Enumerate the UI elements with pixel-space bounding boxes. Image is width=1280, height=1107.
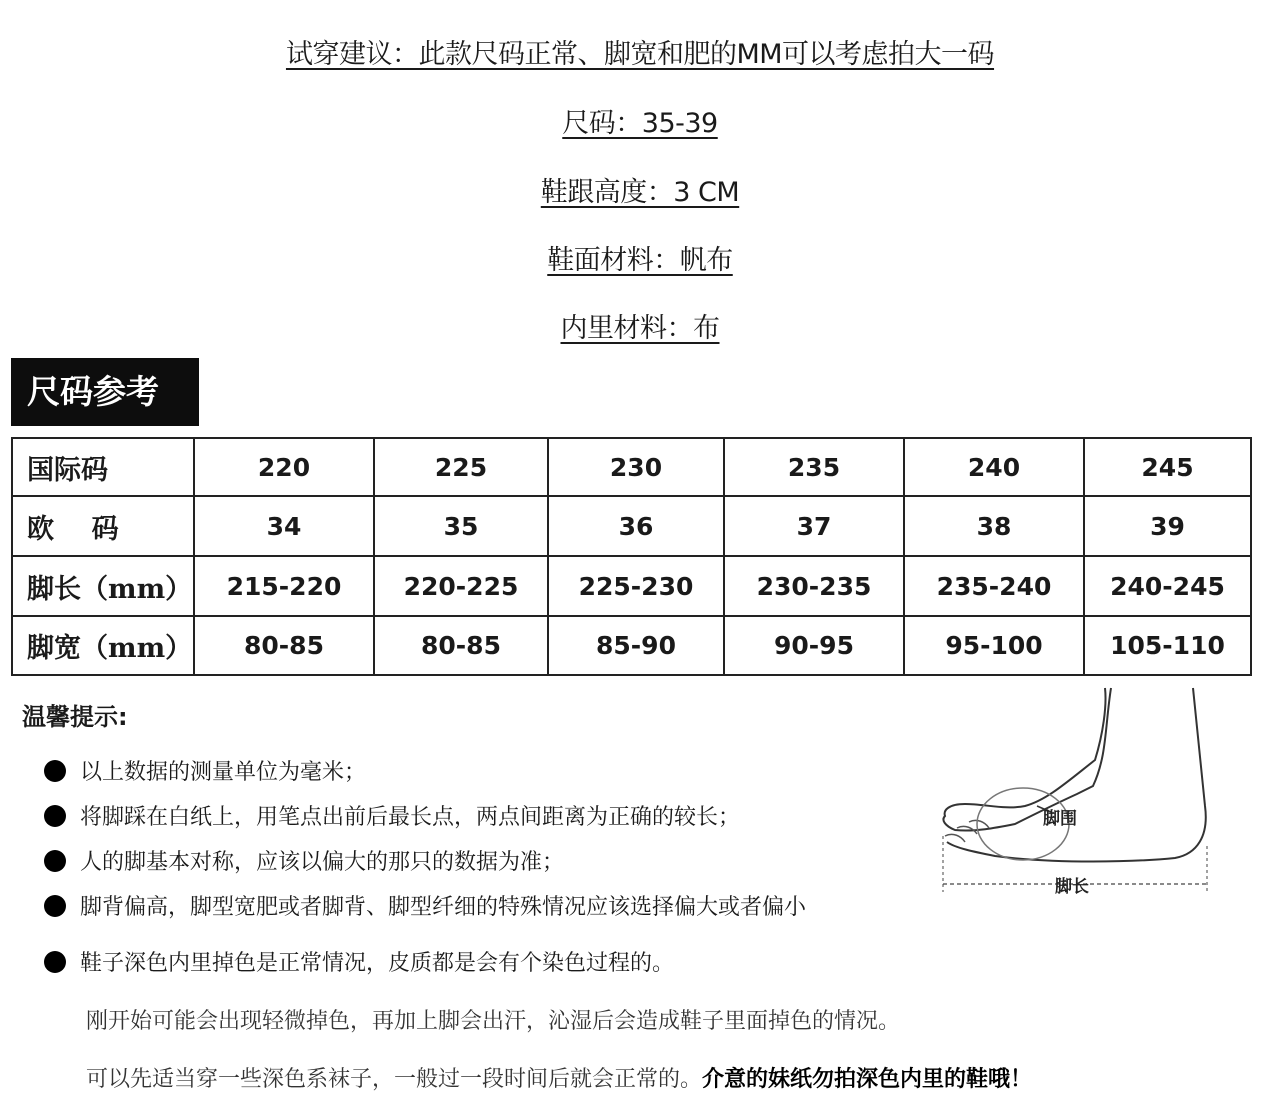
table-cell: 105-110: [1084, 616, 1251, 675]
bullet-icon: [44, 760, 66, 782]
table-cell: 245: [1084, 438, 1251, 496]
list-item: 鞋子深色内里掉色是正常情况，皮质都是会有个染色过程的。: [44, 946, 674, 977]
table-cell: 220: [194, 438, 374, 496]
table-cell: 230-235: [724, 556, 904, 616]
bullet-icon: [44, 895, 66, 917]
table-cell: 90-95: [724, 616, 904, 675]
table-cell: 36: [548, 496, 724, 556]
table-cell: 240-245: [1084, 556, 1251, 616]
bullet-icon: [44, 805, 66, 827]
size-table: [11, 437, 1252, 676]
table-cell: 37: [724, 496, 904, 556]
table-cell: 235: [724, 438, 904, 496]
row-header: 脚宽（mm）: [12, 616, 194, 675]
table-cell: 235-240: [904, 556, 1084, 616]
table-row: [12, 496, 1251, 556]
table-cell: 38: [904, 496, 1084, 556]
table-cell: 240: [904, 438, 1084, 496]
table-cell: 225: [374, 438, 548, 496]
list-item: 脚背偏高，脚型宽肥或者脚背、脚型纤细的特殊情况应该选择偏大或者偏小: [44, 890, 806, 921]
table-cell: 39: [1084, 496, 1251, 556]
fit-advice: 试穿建议：此款尺码正常、脚宽和肥的MM可以考虑拍大一码: [285, 39, 995, 70]
table-cell: 35: [374, 496, 548, 556]
heel-height: 鞋跟高度：3 CM: [540, 177, 740, 208]
table-cell: 95-100: [904, 616, 1084, 675]
note-paragraph: 可以先适当穿一些深色系袜子，一般过一段时间后就会正常的。介意的妹纸勿拍深色内里的鞋哦！: [86, 1067, 1033, 1092]
girth-label: 脚围: [1043, 809, 1077, 829]
table-row: [12, 556, 1251, 616]
table-row: [12, 616, 1251, 675]
foot-outline-icon: [943, 688, 1205, 862]
table-cell: 225-230: [548, 556, 724, 616]
row-header: 国际码: [12, 438, 194, 496]
table-cell: 220-225: [374, 556, 548, 616]
upper-material: 鞋面材料：帆布: [547, 245, 733, 276]
bullet-icon: [44, 850, 66, 872]
row-header: 脚长（mm）: [12, 556, 194, 616]
size-range: 尺码：35-39: [562, 108, 718, 139]
table-cell: 215-220: [194, 556, 374, 616]
table-cell: 80-85: [194, 616, 374, 675]
note-paragraph: 刚开始可能会出现轻微掉色，再加上脚会出汗，沁湿后会造成鞋子里面掉色的情况。: [86, 1009, 901, 1034]
size-reference-label: 尺码参考: [11, 358, 199, 426]
row-header: 欧 码: [12, 496, 194, 556]
list-item: 将脚踩在白纸上，用笔点出前后最长点，两点间距离为正确的较长；: [44, 800, 740, 831]
list-item: 以上数据的测量单位为毫米；: [44, 755, 366, 786]
list-item: 人的脚基本对称，应该以偏大的那只的数据为准；: [44, 845, 564, 876]
foot-measure-diagram: [935, 686, 1225, 896]
tips-title: 温馨提示:: [22, 703, 128, 731]
bullet-icon: [44, 951, 66, 973]
table-cell: 230: [548, 438, 724, 496]
lining-material: 内里材料：布: [560, 313, 720, 344]
table-cell: 34: [194, 496, 374, 556]
table-cell: 85-90: [548, 616, 724, 675]
table-row: [12, 438, 1251, 496]
length-label: 脚长: [1055, 877, 1089, 896]
table-cell: 80-85: [374, 616, 548, 675]
